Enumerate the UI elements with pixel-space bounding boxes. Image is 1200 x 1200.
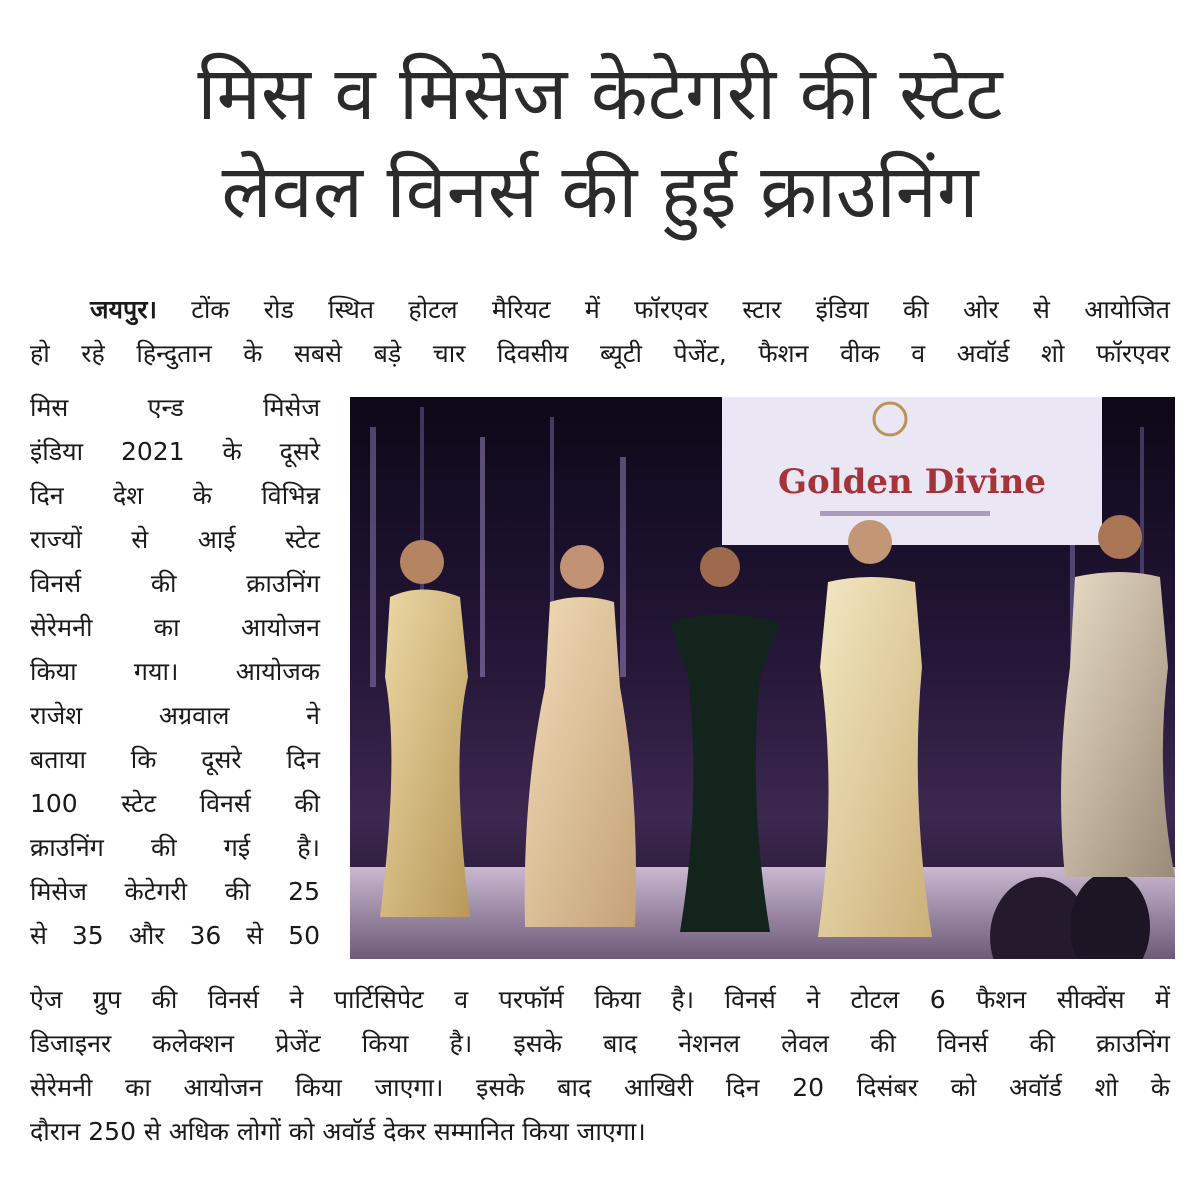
column-line: बताया कि दूसरे दिन [30,745,320,774]
news-photo [350,397,1175,959]
bottom-line: सेरेमनी का आयोजन किया जाएगा। इसके बाद आखिरी दिन 20 दिसंबर को अवॉर्ड शो के [30,1073,1170,1102]
model-figure [380,540,470,917]
column-line: मिसेज केटेगरी की 25 [30,877,320,906]
intro-line-1 [30,288,1170,332]
column-line: मिस एन्ड मिसेज [30,393,320,422]
article-bottom [30,978,1170,1154]
column-line: सेरेमनी का आयोजन [30,613,320,642]
column-line: इंडिया 2021 के दूसरे [30,437,320,466]
fashion-show-photo [350,397,1175,959]
intro-line-1-text: टोंक रोड स्थित होटल मैरियट में फॉरएवर स्टार इंडिया की ओर से आयोजित [156,295,1170,324]
column-line: 100 स्टेट विनर्स की [30,789,320,818]
column-line: किया गया। आयोजक [30,657,320,686]
bottom-line: ऐज ग्रुप की विनर्स ने पार्टिसिपेट व परफॉर्म किया है। विनर्स ने टोटल 6 फैशन सीक्वेंस में [30,985,1170,1014]
headline-line-2: लेवल विनर्स की हुई क्राउनिंग [221,149,979,235]
column-line: दिन देश के विभिन्न [30,481,320,510]
article-column [30,386,320,958]
dateline: जयपुर। [90,295,157,324]
column-line: राजेश अग्रवाल ने [30,701,320,730]
headline-line-1: मिस व मिसेज केटेगरी की स्टेट [197,51,1003,137]
column-line: से 35 और 36 से 50 [30,921,320,950]
column-line: विनर्स की क्राउनिंग [30,569,320,598]
column-line: क्राउनिंग की गई है। [30,833,320,862]
intro-line-2: हो रहे हिन्दुतान के सबसे बड़े चार दिवसीय ब्यूटी पेजेंट, फैशन वीक व अवॉर्ड शो फॉरएवर [30,339,1170,368]
model-figure [818,520,932,937]
headline [40,45,1160,241]
article-intro [30,288,1170,376]
column-line: राज्यों से आई स्टेट [30,525,320,554]
bottom-line: दौरान 250 से अधिक लोगों को अवॉर्ड देकर सम्मानित किया जाएगा। [30,1117,646,1146]
banner-brand-text: Golden Divine [777,462,1047,502]
bottom-line: डिजाइनर कलेक्शन प्रेजेंट किया है। इसके बाद नेशनल लेवल की विनर्स की क्राउनिंग [30,1029,1170,1058]
